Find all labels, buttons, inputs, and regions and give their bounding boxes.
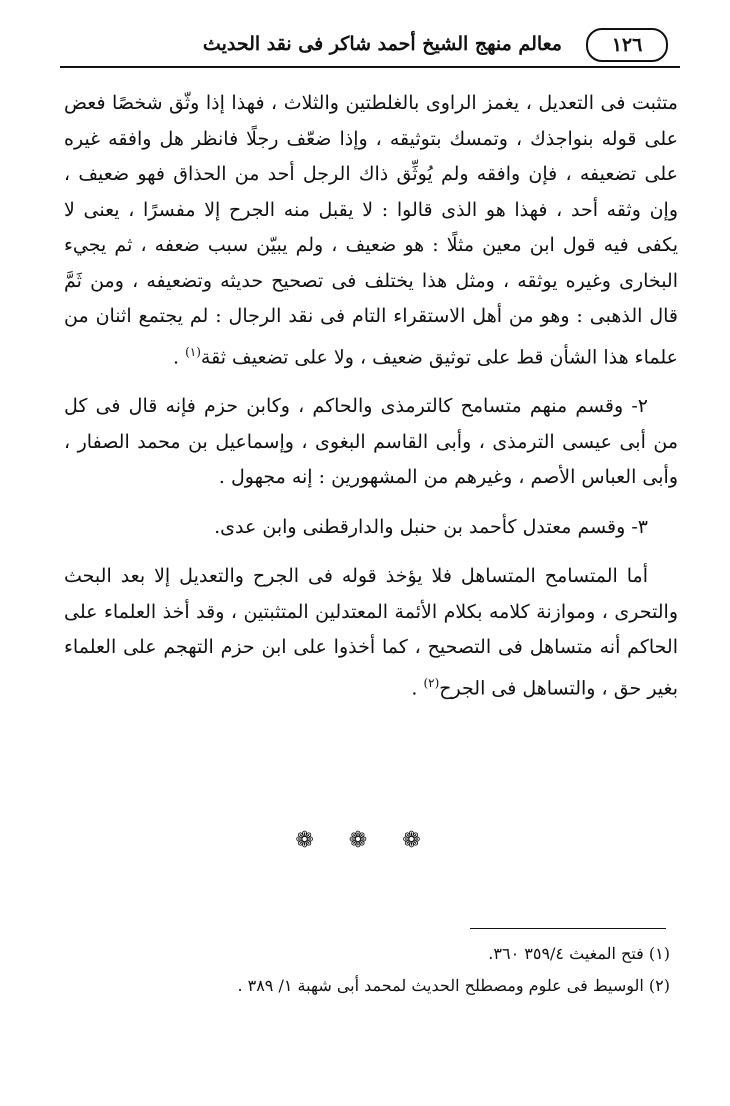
paragraph-2: ٢- وقسم منهم متسامح كالترمذى والحاكم ، وكابن حزم فإنه قال فى كل من أبى عيسى الترمذى ، وأبى القاسم البغوى ، وإسماعيل بن محمد الصفار ، وأبى العباس الأصم ، وغيرهم من المشهورين : إنه مجهول . — [64, 395, 678, 489]
body-text — [64, 86, 678, 707]
paragraph-4-text: أما المتسامح المتساهل فلا يؤخذ قوله فى الجرح والتعديل إلا بعد البحث والتحرى ، وموازنة كلامه بكلام الأئمة المعتدلين المتثبتين ، وقد أخذ العلماء على الحاكم أنه متساهل فى التصحيح ، كما أخذوا على ابن حزم التهجم على العلماء بغير حق ، والتساهل فى الجرح — [64, 565, 678, 700]
page-header — [60, 28, 680, 68]
ornament-divider: ❁ ❁ ❁ — [295, 828, 435, 853]
footnote-separator — [470, 928, 666, 929]
page-number-badge — [586, 28, 668, 62]
page-number: ١٢٦ — [611, 34, 643, 56]
footnote-2: (٢) الوسيط فى علوم ومصطلح الحديث لمحمد أبى شهبة ١/ ٣٨٩ . — [237, 976, 670, 995]
paragraph-1-end: . — [173, 345, 186, 368]
paragraph-4 — [64, 559, 678, 706]
paragraph-1 — [64, 86, 678, 375]
paragraph-4-end: . — [411, 677, 424, 700]
footnote-ref-1: (١) — [185, 344, 201, 359]
footnotes — [150, 938, 670, 1002]
paragraph-3: ٣- وقسم معتدل كأحمد بن حنبل والدارقطنى وابن عدى. — [214, 515, 648, 538]
footnote-ref-2: (٢) — [423, 675, 440, 690]
paragraph-1-text: متثبت فى التعديل ، يغمز الراوى بالغلطتين والثلاث ، فهذا إذا وثّق شخصًا فعض على قوله بنواجذك ، وتمسك بتوثيقه ، وإذا ضعّف رجلًا فانظر هل وافقه غيره على تضعيفه ، فإن وافقه ولم يُوثِّق ذاك الرجل أحد من الحذاق فهو ضعيف ، وإن وثقه أحد ، فهذا هو الذى قالوا : لا يقبل منه الجرح إلا مفسرًا ، يعنى لا يكفى فيه قول ابن معين مثلًا : هو ضعيف ، ولم يبيّن سبب ضعفه ، ثم يجيء البخارى وغيره يوثقه ، ومثل هذا يختلف فى تصحيح حديثه وتضعيفه ، ومن ثَمَّ قال الذهبى : وهو من أهل الاستقراء التام فى نقد الرجال : لم يجتمع اثنان من علماء هذا الشأن قط على توثيق ضعيف ، ولا على تضعيف ثقة — [64, 92, 678, 368]
footnote-1: (١) فتح المغيث ٣٥٩/٤ ٣٦٠. — [488, 944, 670, 963]
running-title: معالم منهج الشيخ أحمد شاكر فى نقد الحديث — [202, 33, 562, 55]
